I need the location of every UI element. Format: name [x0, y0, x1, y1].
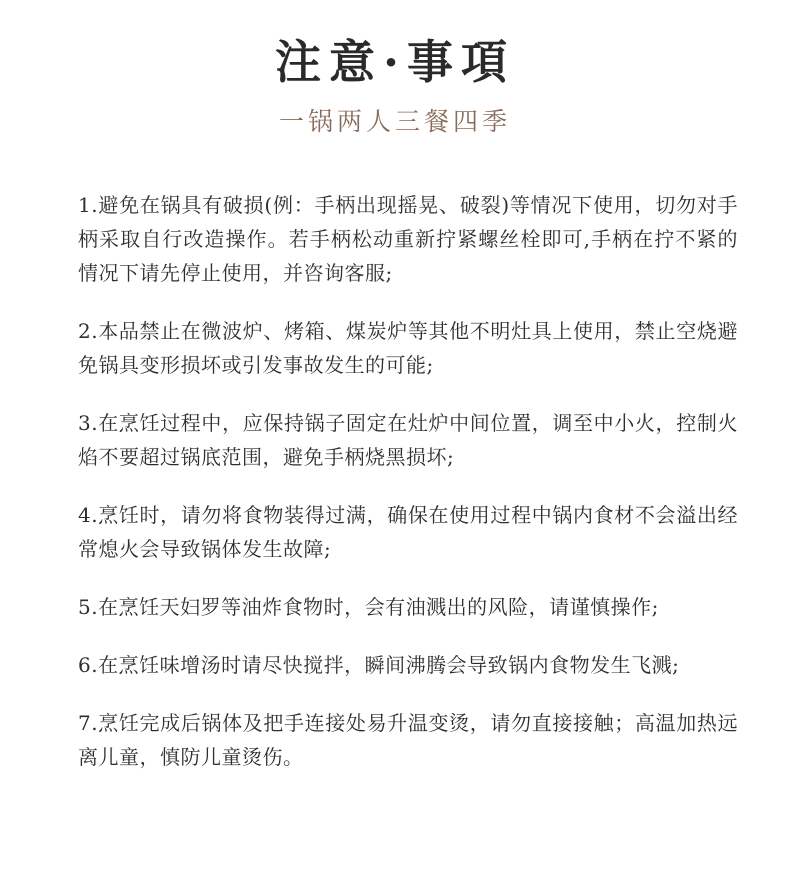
page-subtitle: 一锅两人三餐四季 — [278, 107, 511, 136]
note-item-6: 6.在烹饪味增汤时请尽快搅拌，瞬间沸腾会导致锅内食物发生飞溅; — [78, 653, 680, 677]
note-item-4: 4.烹饪时，请勿将食物装得过满，确保在使用过程中锅内食材不会溢出经常熄火会导致锅体发生故障; — [78, 503, 738, 561]
notes-list — [78, 188, 738, 798]
note-item-5: 5.在烹饪天妇罗等油炸食物时，会有油溅出的风险，请谨慎操作; — [78, 595, 659, 619]
note-item-7: 7.烹饪完成后锅体及把手连接处易升温变烫，请勿直接接触；高温加热远离儿童，慎防儿童烫伤。 — [78, 711, 738, 769]
note-item-3: 3.在烹饪过程中，应保持锅子固定在灶炉中间位置，调至中小火，控制火焰不要超过锅底范围，避免手柄烧黑损坏; — [78, 411, 738, 469]
note-item-1: 1.避免在锅具有破损(例：手柄出现摇晃、破裂)等情况下使用，切勿对手柄采取自行改造操作。若手柄松动重新拧紧螺丝栓即可,手柄在拧不紧的情况下请先停止使用，并咨询客服; — [78, 193, 738, 285]
note-item-2: 2.本品禁止在微波炉、烤箱、煤炭炉等其他不明灶具上使用，禁止空烧避免锅具变形损坏或引发事故发生的可能; — [78, 319, 738, 377]
page-title: 注意·事項 — [274, 35, 515, 89]
